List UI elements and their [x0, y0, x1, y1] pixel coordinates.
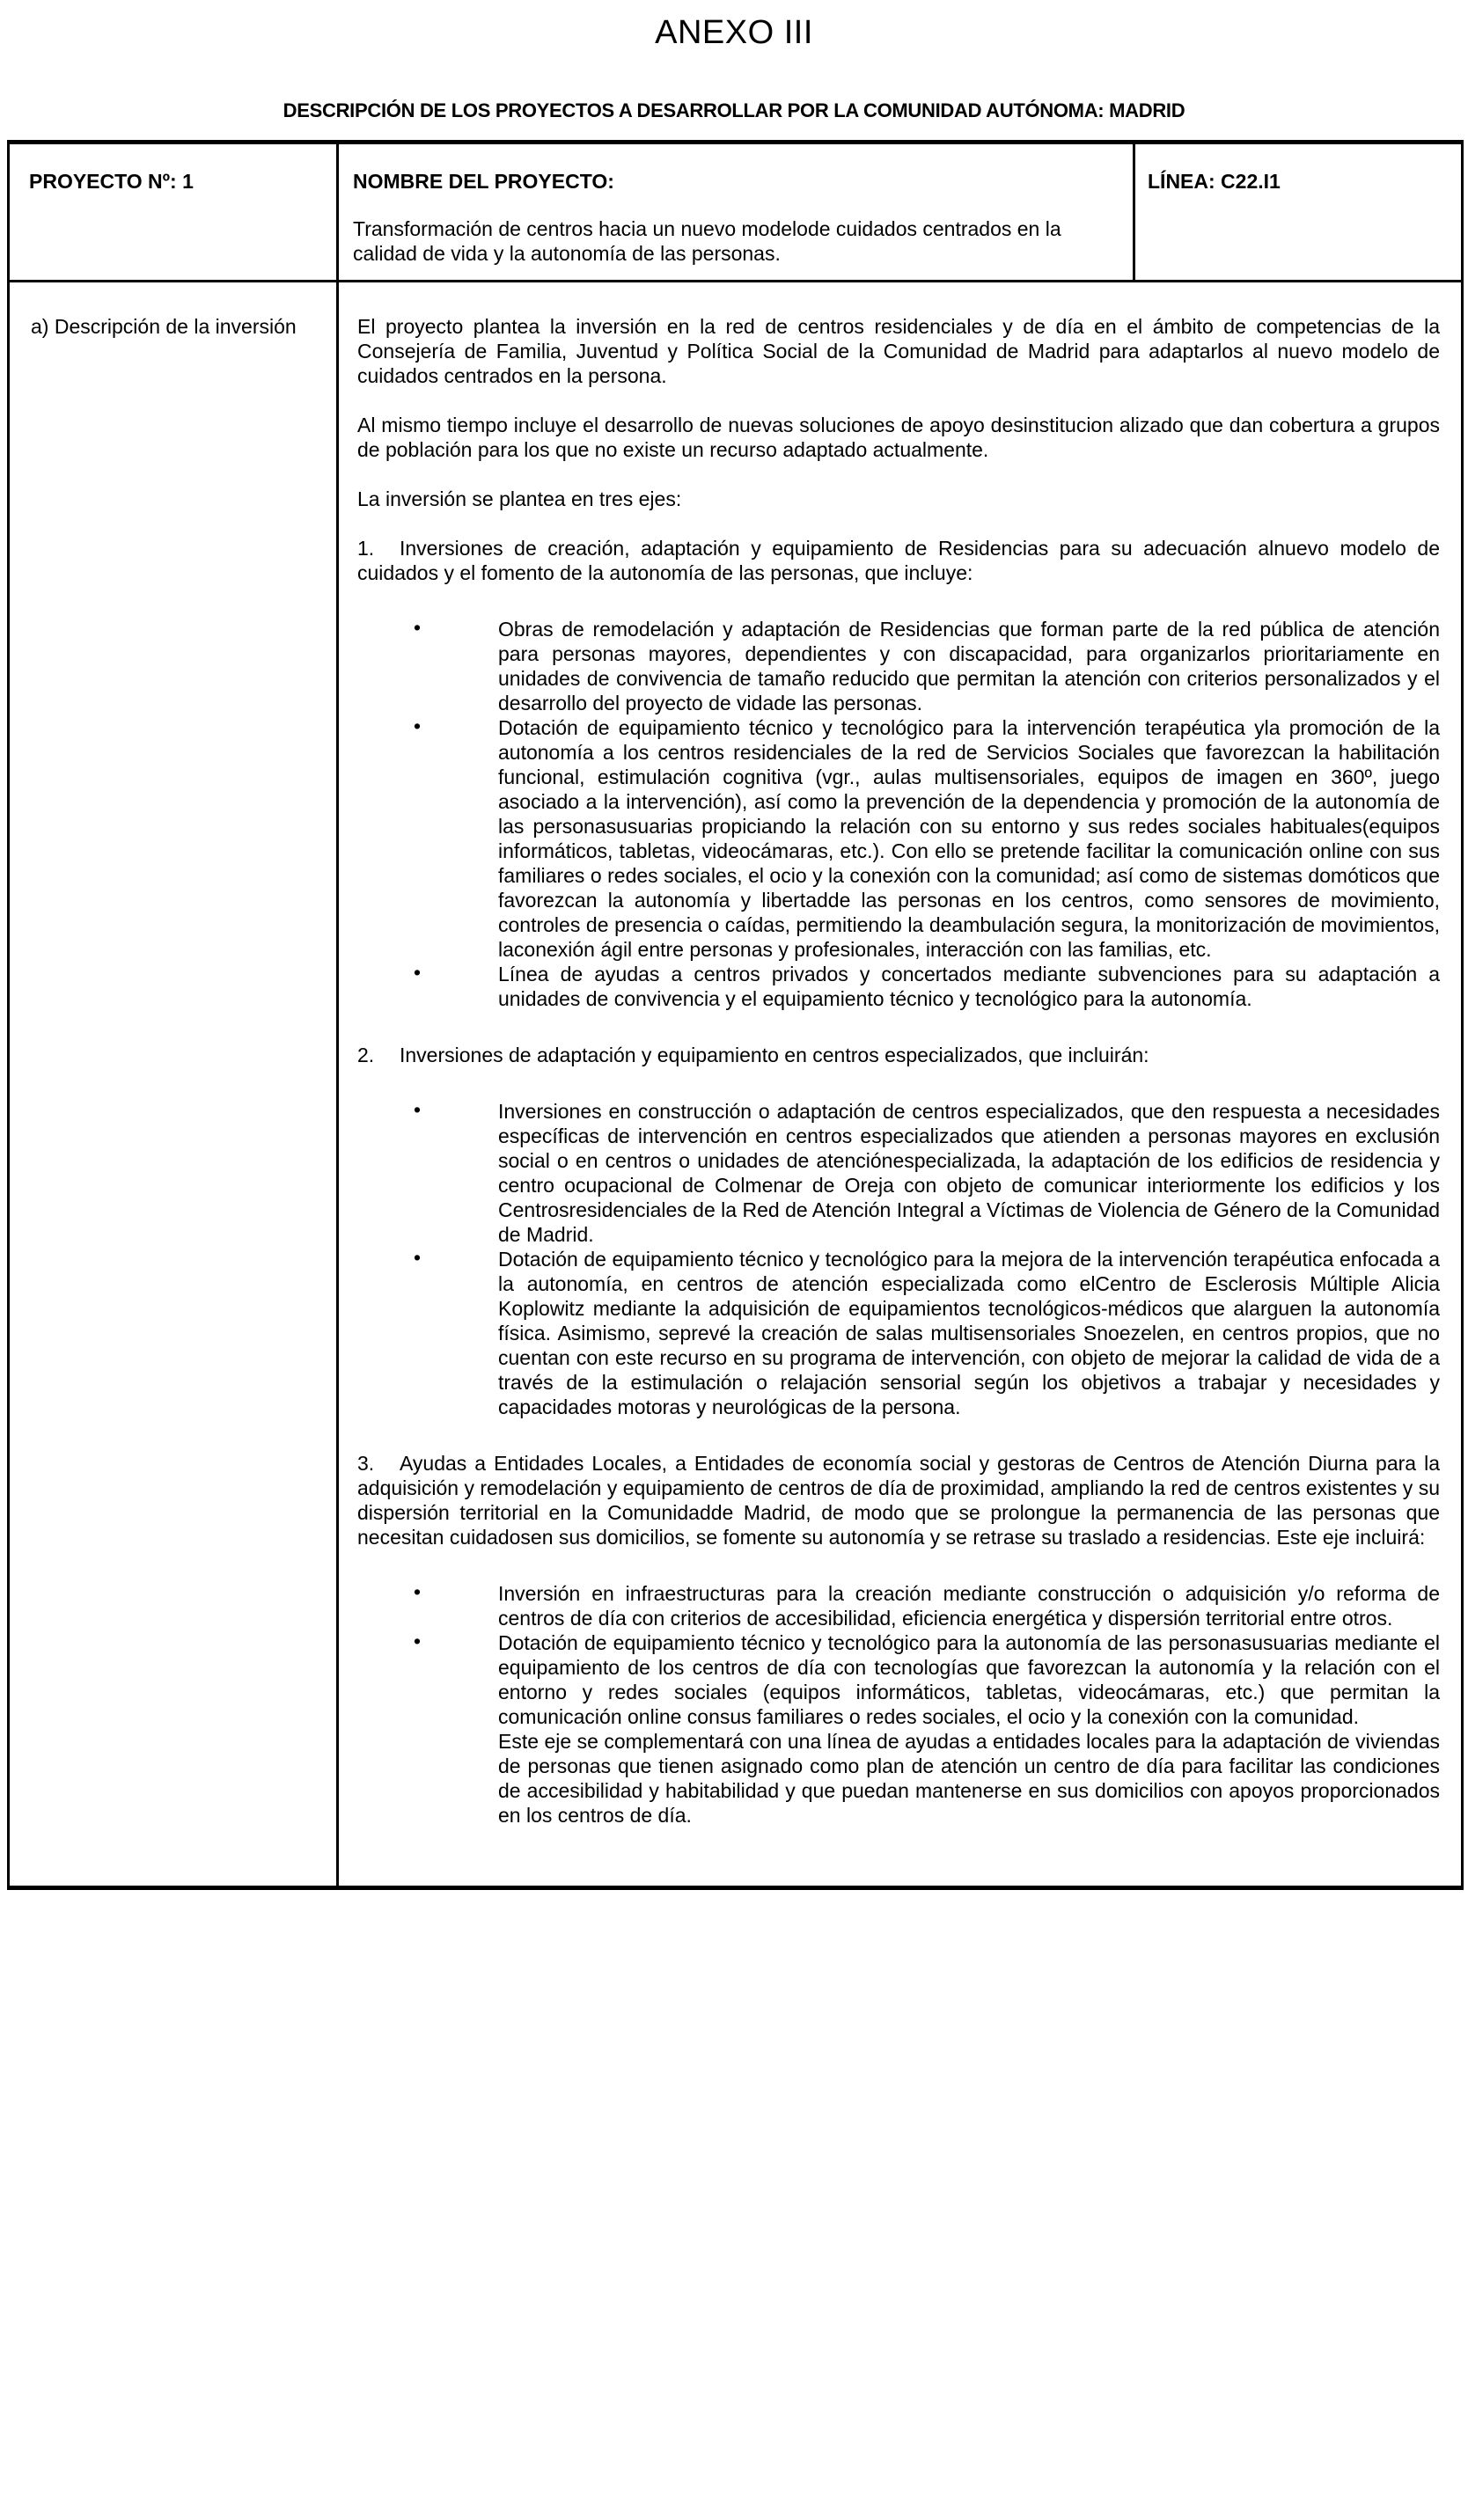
item-text: Ayudas a Entidades Locales, a Entidades de economía social y gestoras de Centros de Atención Diurna para la adquisición y remodelación y equipamiento de centros de día de proximidad, ampliando la red de centros existentes y su dispersión territorial en la Comunidadde Madrid, de modo que se prolongue la permanencia de las personas que necesitan cuidadosen sus domicilios, se fomente su autonomía y se retrase su traslado a residencias. Este eje incluirá:: [357, 1452, 1440, 1549]
project-name-label: NOMBRE DEL PROYECTO:: [353, 170, 614, 193]
section-label-cell: [9, 282, 338, 1888]
project-name-text: Transformación de centros hacia un nuevo modelode cuidados centrados en la calidad de vida y la autonomía de las personas.: [353, 217, 1061, 265]
bullet-list-1: [357, 617, 1440, 1011]
item-number: 1.: [357, 537, 375, 560]
project-number-cell: [9, 143, 338, 282]
bullet-text: Dotación de equipamiento técnico y tecnológico para la autonomía de las personasusuarias mediante el equipamiento de los centros de día con tecnologías que favorezcan la autonomía y la relación con el entorno y redes sociales (equipos informáticos, tabletas, videocámaras, etc.) que permitan la comunicación online consus familiares o redes sociales, el ocio y la conexión con la comunidad.: [498, 1631, 1440, 1728]
section-label: a) Descripción de la inversión: [31, 315, 297, 338]
project-number-label: PROYECTO Nº: 1: [29, 170, 194, 193]
bullet-text: Dotación de equipamiento técnico y tecnológico para la mejora de la intervención terapéutica enfocada a la autonomía, en centros de atención especializada como elCentro de Esclerosis Múltiple Alicia Koplowitz mediante la adquisición de equipamientos tecnológicos-médicos que alarguen la autonomía física. Asimismo, seprevé la creación de salas multisensoriales Snoezelen, en centros propios, que no cuentan con este recurso en su programa de intervención, con objeto de mejorar la calidad de vida de a través de la estimulación o relajación sensorial según los objetivos a trabajar y necesidades y capacidades motoras y neurológicas de la persona.: [498, 1248, 1440, 1418]
item-number: 2.: [357, 1044, 375, 1066]
bullet-item: [357, 1099, 1440, 1247]
project-name-cell: [338, 143, 1134, 282]
bullet-icon: •: [414, 961, 422, 984]
project-table: [7, 140, 1464, 1890]
linea-cell: [1134, 143, 1463, 282]
numbered-item-3: [357, 1451, 1440, 1549]
table-header-row: [9, 143, 1463, 282]
bullet-text: Dotación de equipamiento técnico y tecnológico para la intervención terapéutica yla promoción de la autonomía a los centros residenciales de la red de Servicios Sociales que favorezcan la habilitación funcional, estimulación cognitiva (vgr., aulas multisensoriales, equipos de imagen en 360º, juego asociado a la intervención), así como la prevención de la dependencia y promoción de la autonomía de las personasusuarias propiciando la relación con su entorno y sus redes sociales habituales(equipos informáticos, tabletas, videocámaras, etc.). Con ello se pretende facilitar la comunicación online con sus familiares o redes sociales, el ocio y la conexión con la comunidad; así como de sistemas domóticos que favorezcan la autonomía y libertadde las personas en los centros, como sensores de movimiento, controles de presencia o caídas, permitiendo la deambulación segura, la monitorización de movimientos, laconexión ágil entre personas y profesionales, interacción con las familias, etc.: [498, 716, 1440, 961]
numbered-item-1: [357, 536, 1440, 585]
table-body-row: [9, 282, 1463, 1888]
bullet-icon: •: [414, 616, 422, 639]
description-paragraph-2: Al mismo tiempo incluye el desarrollo de nuevas soluciones de apoyo desinstitucion alizado que dan cobertura a grupos de población para los que no existe un recurso adaptado actualmente.: [357, 414, 1440, 461]
bullet-text: Obras de remodelación y adaptación de Residencias que forman parte de la red pública de atención para personas mayores, dependientes y con discapacidad, para organizarlos prioritariamente en unidades de convivencia de tamaño reducido que permitan la atención con criterios personalizados y el desarrollo del proyecto de vidade las personas.: [498, 618, 1440, 714]
bullet-item: [357, 1247, 1440, 1419]
bullet-icon: •: [414, 1580, 422, 1603]
item-text: Inversiones de creación, adaptación y equipamiento de Residencias para su adecuación alnuevo modelo de cuidados y el fomento de la autonomía de las personas, que incluye:: [357, 537, 1440, 584]
item-number: 3.: [357, 1452, 375, 1475]
linea-label: LÍNEA: C22.I1: [1148, 170, 1281, 193]
bullet-icon: •: [414, 1630, 422, 1652]
bullet-item: [357, 617, 1440, 715]
bullet-list-3: [357, 1581, 1440, 1828]
bullet-item: [357, 1581, 1440, 1630]
bullet-item: [357, 715, 1440, 962]
bullet-item: [357, 1630, 1440, 1828]
description-paragraph-1: El proyecto plantea la inversión en la red de centros residenciales y de día en el ámbito de competencias de la Consejería de Familia, Juventud y Política Social de la Comunidad de Madrid para adaptarlos al nuevo modelo de cuidados centrados en la persona.: [357, 315, 1440, 387]
bullet-item: [357, 962, 1440, 1011]
bullet-icon: •: [414, 714, 422, 737]
bullet-text: Inversiones en construcción o adaptación de centros especializados, que den respuesta a necesidades específicas de intervención en centros especializados que atienden a personas mayores en exclusión social o en centros o unidades de atenciónespecializada, la adaptación de los edificios de residencia y centro ocupacional de Colmenar de Oreja con objeto de comunicar interiormente los edificios y los Centrosresidenciales de la Red de Atención Integral a Víctimas de Violencia de Género de la Comunidad de Madrid.: [498, 1100, 1440, 1246]
bullet-icon: •: [414, 1246, 422, 1269]
bullet-icon: •: [414, 1098, 422, 1121]
description-paragraph-3: La inversión se plantea en tres ejes:: [357, 487, 682, 510]
bullet-text: Línea de ayudas a centros privados y concertados mediante subvenciones para su adaptación a unidades de convivencia y el equipamiento técnico y tecnológico para la autonomía.: [498, 963, 1440, 1010]
description-cell: [338, 282, 1463, 1888]
numbered-item-2: [357, 1043, 1440, 1067]
document-subtitle: DESCRIPCIÓN DE LOS PROYECTOS A DESARROLLAR POR LA COMUNIDAD AUTÓNOMA: MADRID: [283, 99, 1185, 121]
annex-title: ANEXO III: [655, 14, 813, 51]
bullet-continuation: Este eje se complementará con una línea de ayudas a entidades locales para la adaptación de viviendas de personas que tienen asignado como plan de atención un centro de día para facilitar las condiciones de accesibilidad y habitabilidad y que puedan mantenerse en sus domicilios con apoyos proporcionados en los centros de día.: [498, 1730, 1440, 1827]
bullet-text: Inversión en infraestructuras para la creación mediante construcción o adquisición y/o reforma de centros de día con criterios de accesibilidad, eficiencia energética y dispersión territorial entre otros.: [498, 1582, 1440, 1630]
item-text: Inversiones de adaptación y equipamiento en centros especializados, que incluirán:: [400, 1044, 1149, 1066]
bullet-list-2: [357, 1099, 1440, 1419]
